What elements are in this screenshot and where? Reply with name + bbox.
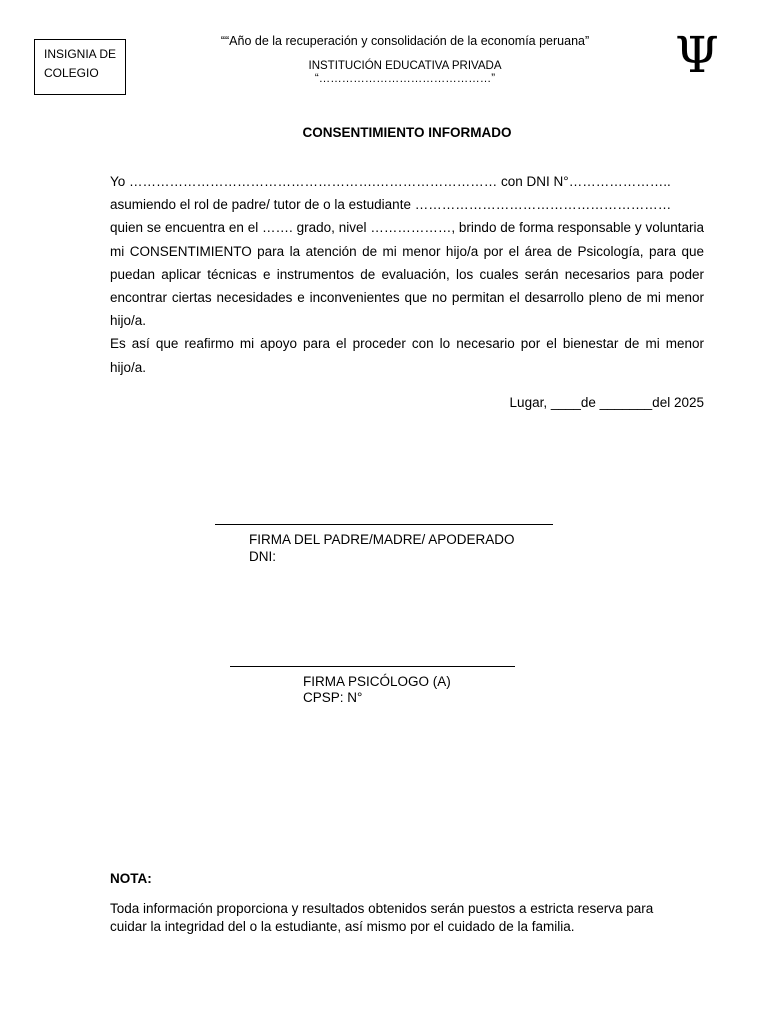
parent-signature-line	[215, 524, 553, 525]
psychologist-signature-line	[230, 666, 515, 667]
place-date: Lugar, ____de _______del 2025	[509, 395, 704, 410]
badge-line-1: INSIGNIA DE	[44, 47, 117, 61]
institution-type: INSTITUCIÓN EDUCATIVA PRIVADA	[308, 60, 502, 72]
student-name-line: asumiendo el rol de padre/ tutor de o la estudiante …………………………………………………	[110, 197, 672, 213]
badge-line-2: COLEGIO	[44, 66, 99, 80]
psychologist-signature-block	[303, 674, 451, 706]
year-motto: ““Año de la recuperación y consolidación de la economía peruana”	[220, 34, 590, 48]
note-text	[110, 900, 710, 936]
parent-dni-label: DNI:	[249, 549, 276, 564]
consent-paragraph: quien se encuentra en el ……. grado, nivel ………………, brindo de forma responsable y voluntaria mi CONSENTIMIENTO para la atención de mi menor hijo/a por el área de Psicología, para que puedan aplicar técnicas e instrumentos de evaluación, los cuales serán necesarios para poder encontrar ciertas necesidades e inconvenientes que no permitan el desarrollo pleno de mi menor hijo/a.	[110, 220, 704, 329]
school-badge-placeholder	[34, 39, 126, 95]
parent-name-line: Yo ……………………………………………….……………………… con DNI N°…………………..	[110, 174, 671, 189]
psi-logo-icon: Ψ	[675, 26, 719, 84]
parent-signature-label: FIRMA DEL PADRE/MADRE/ APODERADO	[249, 532, 515, 547]
note-text-line-1: Toda información proporciona y resultados obtenidos serán puestos a estricta reserva para	[110, 901, 654, 916]
note-title: NOTA:	[110, 871, 152, 886]
note-text-line-2: cuidar la integridad del o la estudiante, así mismo por el cuidado de la familia.	[110, 919, 575, 934]
psychologist-cpsp-label: CPSP: N°	[303, 690, 363, 705]
document-title: CONSENTIMIENTO INFORMADO	[302, 125, 512, 140]
consent-body	[110, 170, 704, 379]
reaffirm-paragraph: Es así que reafirmo mi apoyo para el proceder con lo necesario por el bienestar de mi menor hijo/a.	[110, 336, 704, 375]
parent-signature-block	[249, 531, 515, 565]
psychologist-signature-label: FIRMA PSICÓLOGO (A)	[303, 674, 451, 689]
institution-name: “………………………………………”	[314, 73, 496, 85]
